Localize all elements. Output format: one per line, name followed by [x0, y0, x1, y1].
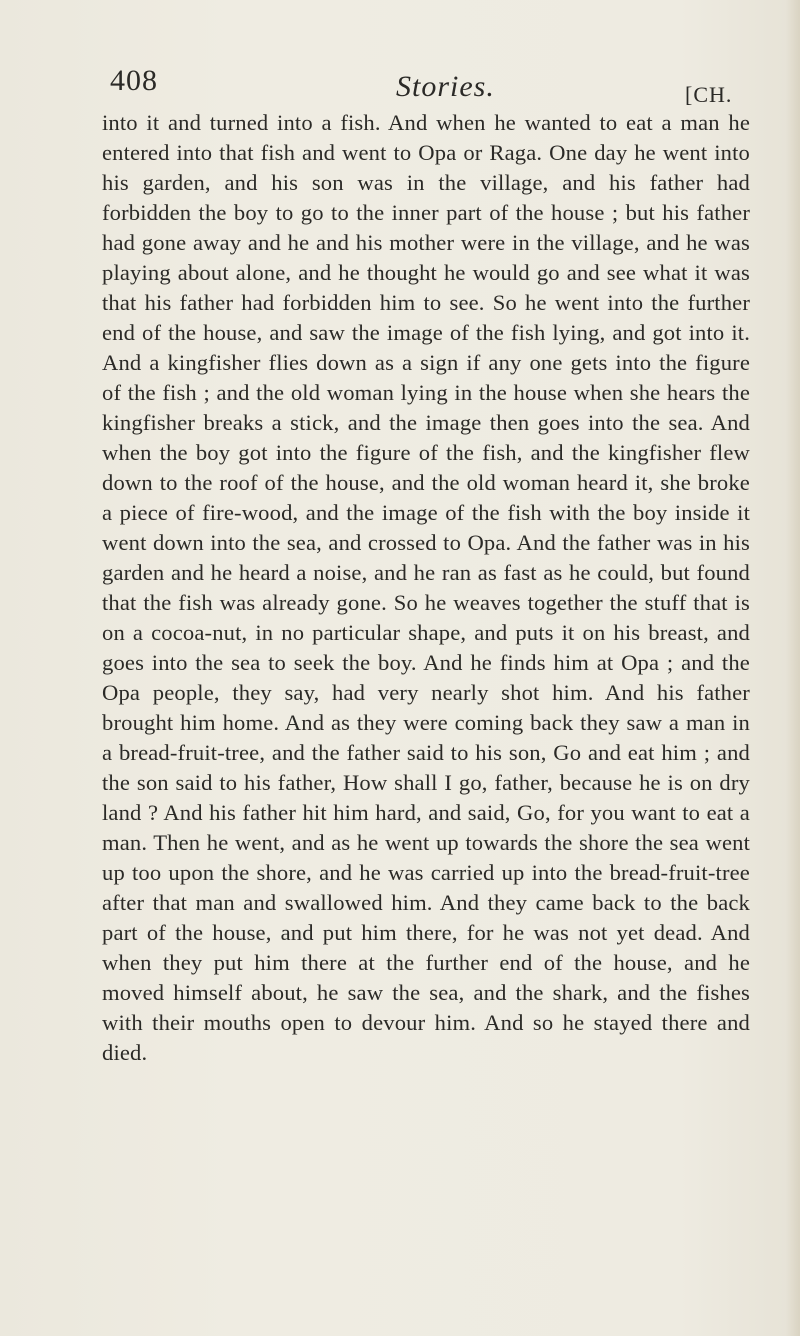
running-title: Stories. [396, 70, 495, 103]
body-text [102, 108, 750, 1068]
page-number: 408 [110, 64, 158, 97]
running-header [110, 64, 740, 114]
paragraph: into it and turned into a fish. And when he wanted to eat a man he entered into that fish and went to Opa or Raga. One day he went into his garden, and his son was in the village, and his father had forbidden the boy to go to the inner part of the house ; but his father had gone away and he and his mother were in the village, and he was playing about alone, and he thought he would go and see what it was that his father had forbidden him to see. So he went into the further end of the house, and saw the image of the fish lying, and got into it. And a kingfisher flies down as a sign if any one gets into the figure of the fish ; and the old woman lying in the house when she hears the kingfisher breaks a stick, and the image then goes into the sea. And when the boy got into the figure of the fish, and the kingfisher flew down to the roof of the house, and the old woman heard it, she broke a piece of fire-wood, and the image of the fish with the boy inside it went down into the sea, and crossed to Opa. And the father was in his garden and he heard a noise, and he ran as fast as he could, but found that the fish was already gone. So he weaves together the stuff that is on a cocoa-nut, in no particular shape, and puts it on his breast, and goes into the sea to seek the boy. And he finds him at Opa ; and the Opa people, they say, had very nearly shot him. And his father brought him home. And as they were coming back they saw a man in a bread-fruit-tree, and the father said to his son, Go and eat him ; and the son said to his father, How shall I go, father, because he is on dry land ? And his father hit him hard, and said, Go, for you want to eat a man. Then he went, and as he went up towards the shore the sea went up too upon the shore, and he was carried up into the bread-fruit-tree after that man and swallowed him. And they came back to the back part of the house, and put him there, for he was not yet dead. And when they put him there at the further end of the house, and he moved himself about, he saw the sea, and the shark, and the fishes with their mouths open to devour him. And so he stayed there and died. [102, 110, 750, 1065]
page-edge-shadow [786, 0, 800, 1336]
chapter-mark: [CH. [685, 82, 733, 107]
